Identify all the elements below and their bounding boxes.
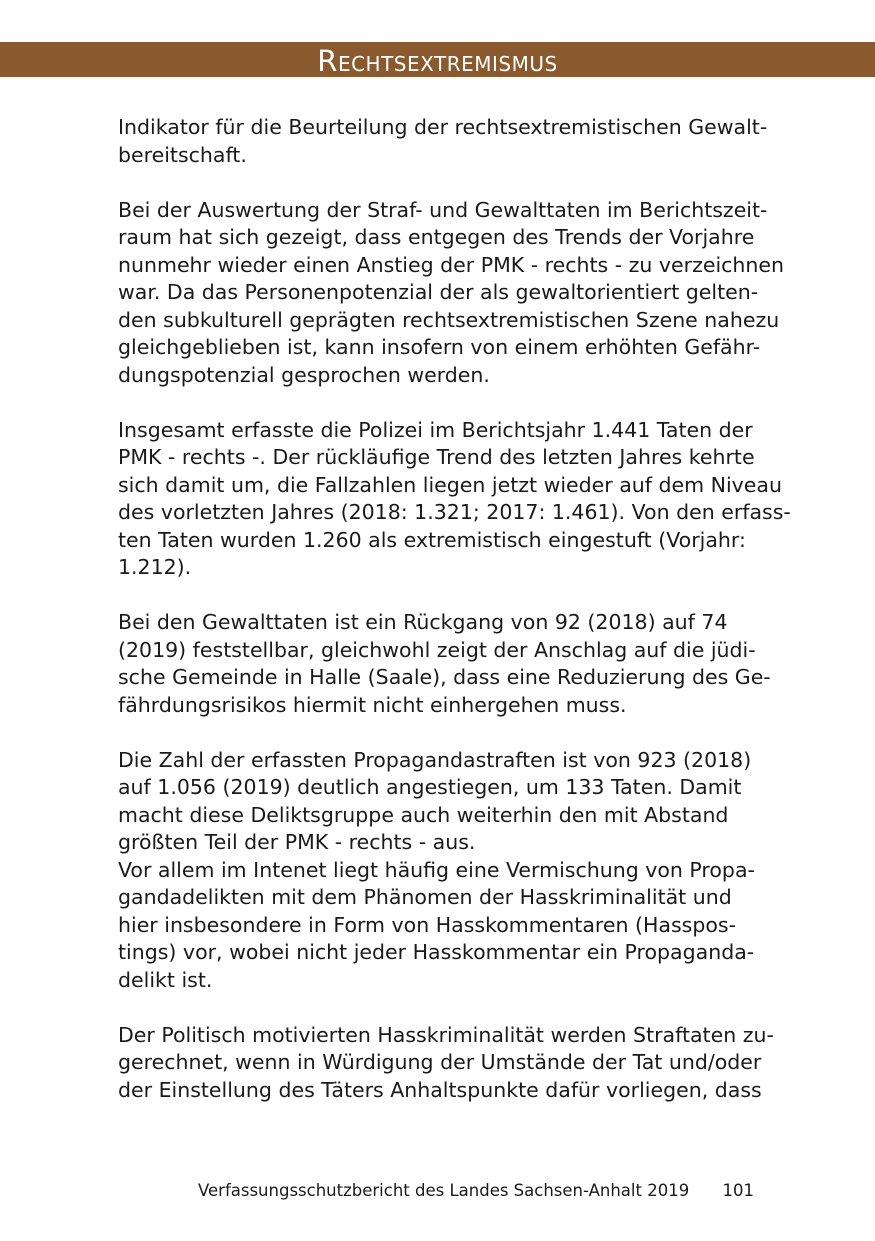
text-line: Vor allem im Intenet liegt häufig eine Vermischung von Propa- — [118, 857, 755, 882]
text-line: auf 1.056 (2019) deutlich angestiegen, um 133 Taten. Damit — [118, 775, 742, 799]
text-line: macht diese Deliktsgruppe auch weiterhin den mit Abstand — [118, 802, 729, 827]
text-line: hier insbesondere in Form von Hasskommentaren (Hasspos- — [118, 912, 736, 937]
text-line: gandadelikten mit dem Phänomen der Hasskriminalität und — [118, 885, 732, 909]
text-line: bereitschaft. — [118, 142, 247, 167]
text-line: Bei der Auswertung der Straf- und Gewalttaten im Berichtszeit- — [118, 197, 768, 222]
text-line: Insgesamt erfasste die Polizei im Berichtsjahr 1.441 Taten der — [118, 417, 753, 442]
text-line: tings) vor, wobei nicht jeder Hasskommentar ein Propaganda- — [118, 940, 755, 964]
page-number: 101 — [722, 1181, 754, 1200]
text-line: Bei den Gewalttaten ist ein Rückgang von 92 (2018) auf 74 — [118, 610, 728, 634]
text-line: den subkulturell geprägten rechtsextremistischen Szene nahezu — [118, 307, 780, 332]
paragraph — [118, 197, 784, 390]
text-line: (2019) feststellbar, gleichwohl zeigt der Anschlag auf die jüdi- — [118, 637, 756, 662]
text-line: größten Teil der PMK - rechts - aus. — [118, 830, 476, 854]
body-text — [118, 114, 791, 1104]
text-line: sich damit um, die Fallzahlen liegen jetzt wieder auf dem Niveau — [118, 472, 782, 497]
paragraph — [118, 747, 758, 995]
text-line: der Einstellung des Täters Anhaltspunkte dafür vorliegen, dass — [118, 1077, 762, 1102]
text-line: gleichgeblieben ist, kann insofern von einem erhöhten Gefähr- — [118, 335, 761, 359]
text-line: Der Politisch motivierten Hasskriminalität werden Straftaten zu- — [118, 1022, 774, 1047]
footer-publication-title: Verfassungsschutzbericht des Landes Sachsen-Anhalt 2019 — [198, 1181, 690, 1200]
text-line: nunmehr wieder einen Anstieg der PMK - rechts - zu verzeichnen — [118, 252, 784, 277]
text-line: sche Gemeinde in Halle (Saale), dass eine Reduzierung des Ge- — [118, 665, 771, 689]
paragraph — [118, 417, 791, 582]
text-line: Die Zahl der erfassten Propagandastraften ist von 923 (2018) — [118, 747, 752, 772]
text-line: delikt ist. — [118, 967, 213, 992]
text-line: raum hat sich gezeigt, dass entgegen des Trends der Vorjahre — [118, 225, 755, 249]
paragraph — [118, 1022, 774, 1105]
text-line: 1.212). — [118, 555, 192, 579]
text-line: ten Taten wurden 1.260 als extremistisch eingestuft (Vorjahr: — [118, 527, 746, 552]
text-line: fährdungsrisikos hiermit nicht einhergehen muss. — [118, 692, 627, 717]
text-line: des vorletzten Jahres (2018: 1.321; 2017: 1.461). Von den erfass- — [118, 500, 791, 524]
text-line: war. Da das Personenpotenzial der als gewaltorientiert gelten- — [118, 280, 759, 304]
paragraph — [118, 114, 768, 169]
text-line: dungspotenzial gesprochen werden. — [118, 362, 490, 387]
text-line: gerechnet, wenn in Würdigung der Umstände der Tat und/oder — [118, 1050, 762, 1074]
chapter-title: Rechtsextremismus — [317, 44, 558, 78]
text-line: Indikator für die Beurteilung der rechtsextremistischen Gewalt- — [118, 115, 768, 139]
paragraph — [118, 609, 771, 719]
text-line: PMK - rechts -. Der rückläufige Trend des letzten Jahres kehrte — [118, 445, 755, 469]
